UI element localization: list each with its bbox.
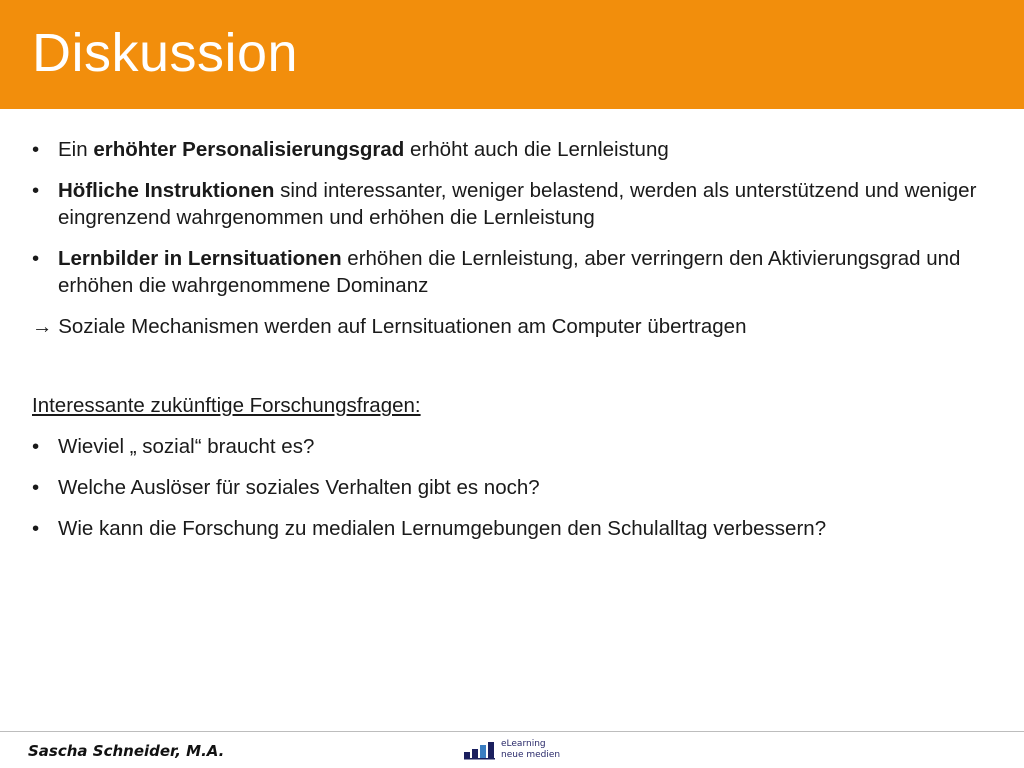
logo-line-1: eLearning [501, 739, 546, 749]
questions-heading: Interessante zukünftige Forschungsfragen: [32, 394, 421, 417]
bullet-dot: • [32, 476, 40, 499]
conclusion-text: Soziale Mechanismen werden auf Lernsituationen am Computer übertragen [52, 315, 747, 338]
bullet-text-bold: Höfliche Instruktionen [58, 179, 275, 202]
bullet-dot: • [32, 138, 40, 161]
question-item [32, 474, 992, 501]
conclusion-line [32, 313, 992, 340]
footer-author: Sascha Schneider, M.A. [28, 742, 225, 760]
bullet-dot: • [32, 435, 40, 458]
bullet-dot: • [32, 247, 40, 270]
bullet-text-pre: Ein [58, 138, 94, 161]
bullet-text-post: erhöhen die Lernleistung, aber verringern den Aktivierungsgrad und erhöhen die wahrgenommene Dominanz [58, 247, 961, 297]
bar-chart-logo-icon [464, 740, 500, 760]
slide-content [32, 136, 992, 556]
arrow-icon: → [32, 315, 53, 338]
slide-title: Diskussion [32, 23, 299, 83]
question-item [32, 515, 992, 542]
logo-text [501, 739, 560, 761]
bullet-text-post: sind interessanter, weniger belastend, werden als unterstützend und weniger eingrenzend wahrgenommen und erhöhen die Lernleistung [58, 179, 977, 229]
question-text: Wieviel „ sozial“ braucht es? [58, 435, 315, 458]
question-text: Wie kann die Forschung zu medialen Lernumgebungen den Schulalltag verbessern? [58, 517, 827, 540]
bullet-text-post: erhöht auch die Lernleistung [404, 138, 669, 161]
bullet-item [32, 177, 992, 231]
bullet-text-bold: erhöhter Personalisierungsgrad [93, 138, 405, 161]
bullet-dot: • [32, 179, 40, 202]
title-bar [0, 0, 1024, 109]
bullet-dot: • [32, 517, 40, 540]
bullet-text-bold: Lernbilder in Lernsituationen [58, 247, 342, 270]
footer-divider [0, 731, 1024, 732]
elearning-logo [464, 738, 564, 762]
question-text: Welche Auslöser für soziales Verhalten gibt es noch? [58, 476, 540, 499]
bullet-item [32, 245, 992, 299]
logo-line-2: neue medien [501, 750, 561, 760]
bullet-item [32, 136, 992, 163]
question-item [32, 433, 992, 460]
